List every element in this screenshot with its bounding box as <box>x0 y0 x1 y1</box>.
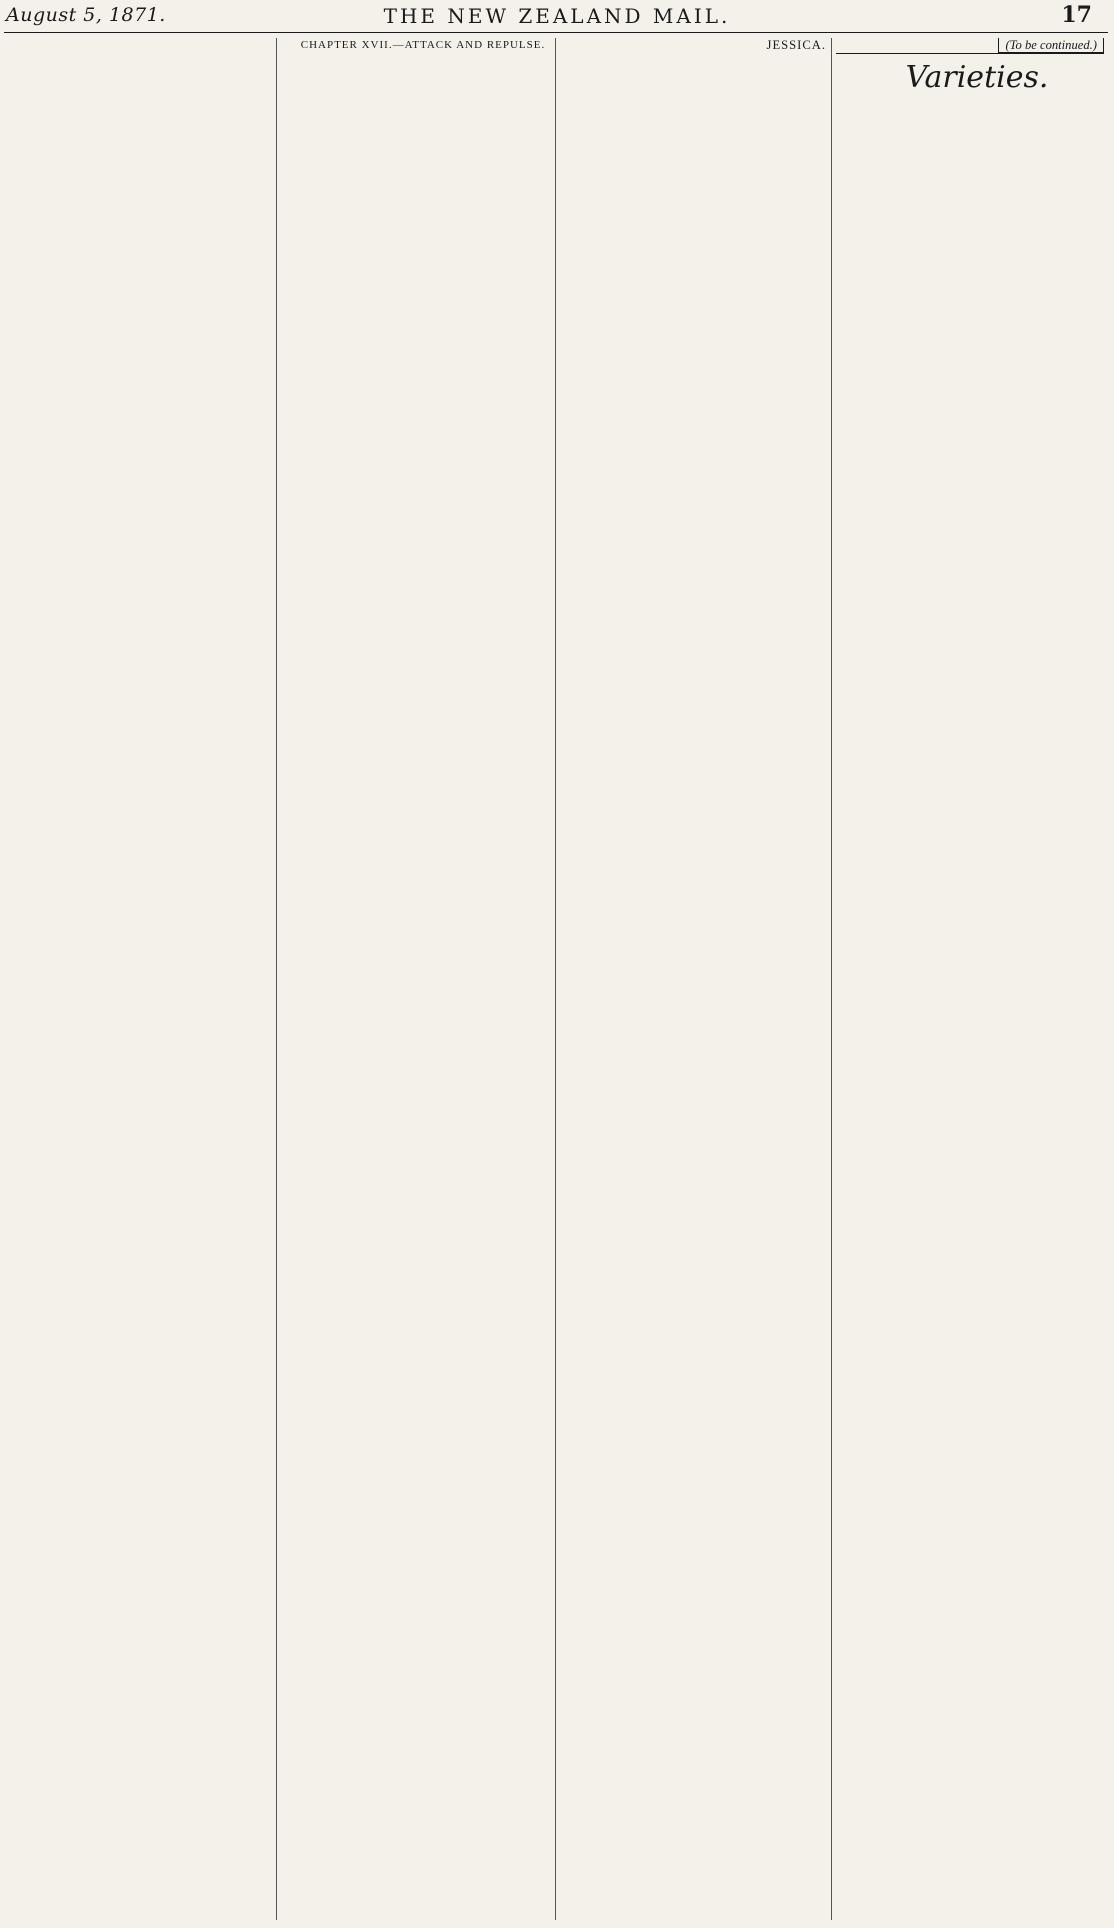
varieties-heading: Varieties. <box>836 53 1104 98</box>
issue-date: August 5, 1871. <box>6 4 166 26</box>
to-be-continued: (To be continued.) <box>836 38 1104 53</box>
page-number: 17 <box>1061 2 1092 28</box>
column-4 <box>836 38 1104 1920</box>
column-1 <box>6 38 272 1920</box>
column-divider <box>831 38 832 1920</box>
chapter-heading: CHAPTER XVII.—ATTACK AND REPULSE. <box>300 39 546 51</box>
column-2 <box>282 38 550 1920</box>
newspaper-title: THE NEW ZEALAND MAIL. <box>383 4 731 28</box>
masthead <box>0 0 1114 34</box>
column-divider <box>555 38 556 1920</box>
letter-signature: JESSICA. <box>766 38 826 52</box>
column-divider <box>276 38 277 1920</box>
masthead-rule <box>4 32 1108 33</box>
column-3 <box>560 38 826 1920</box>
